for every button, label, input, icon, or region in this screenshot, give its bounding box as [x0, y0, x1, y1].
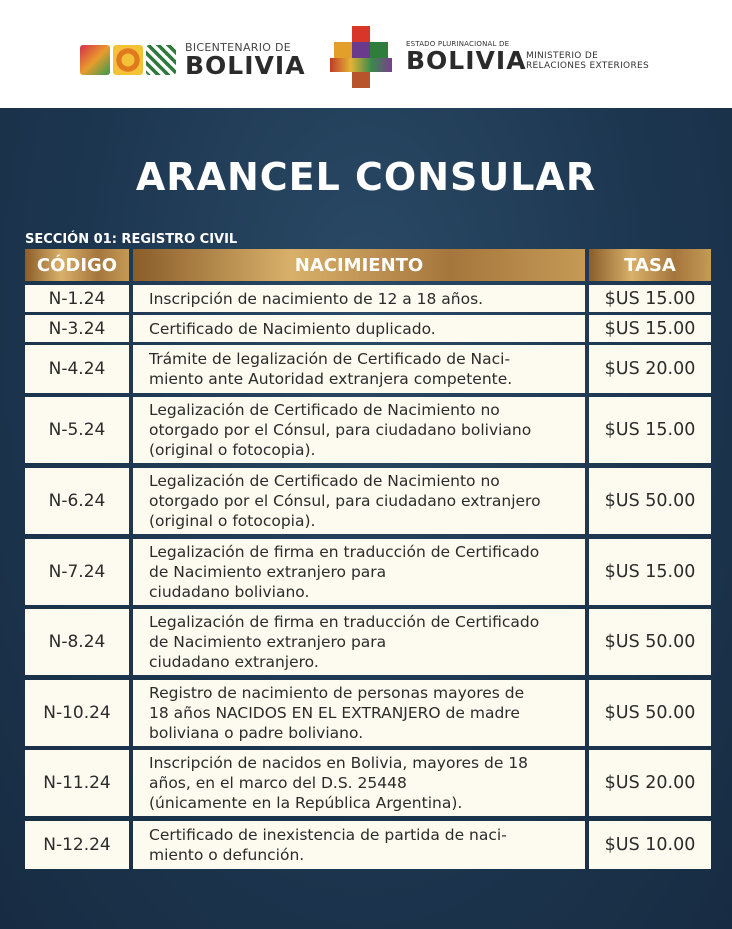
row-code-text: N-5.24	[48, 420, 106, 440]
row-fee-text: $US 15.00	[604, 288, 696, 309]
ministry-line-2: RELACIONES EXTERIORES	[526, 60, 649, 71]
row-fee	[589, 680, 711, 746]
row-fee	[589, 539, 711, 605]
chakana-emblem-icon	[330, 26, 392, 88]
row-description	[133, 468, 585, 534]
row-description-text: Certificado de inexistencia de partida de naci- miento o defunción.	[149, 826, 507, 864]
row-fee-text: $US 15.00	[604, 562, 696, 582]
row-code	[25, 397, 129, 463]
row-code-text: N-11.24	[43, 773, 111, 793]
row-fee-text: $US 20.00	[604, 773, 696, 793]
ministry-line-1: MINISTERIO DE	[526, 51, 599, 61]
row-fee	[589, 468, 711, 534]
row-description	[133, 680, 585, 746]
row-description	[133, 315, 585, 342]
row-fee-text: $US 50.00	[604, 703, 696, 723]
estado-logo	[330, 26, 527, 88]
header-desc: NACIMIENTO	[133, 249, 585, 281]
row-fee	[589, 821, 711, 869]
row-description	[133, 539, 585, 605]
row-fee	[589, 315, 711, 342]
row-fee	[589, 609, 711, 675]
row-code-text: N-8.24	[48, 632, 106, 652]
row-fee-text: $US 15.00	[604, 420, 696, 440]
row-description-text: Inscripción de nacimiento de 12 a 18 años.	[149, 289, 484, 308]
row-fee	[589, 397, 711, 463]
row-code-text: N-12.24	[43, 835, 111, 855]
row-description-text: Legalización de Certificado de Nacimiento no otorgado por el Cónsul, para ciudadano extranjero (original o fotocopia).	[149, 472, 541, 530]
page-header	[0, 0, 732, 108]
row-description	[133, 397, 585, 463]
estado-small-text: ESTADO PLURINACIONAL DE	[406, 40, 510, 48]
row-description-text: Legalización de firma en traducción de Certificado de Nacimiento extranjero para ciudadano boliviano.	[149, 543, 540, 601]
row-description	[133, 285, 585, 312]
row-code-text: N-3.24	[48, 318, 106, 339]
row-description	[133, 821, 585, 869]
row-code	[25, 821, 129, 869]
row-description-text: Legalización de Certificado de Nacimiento no otorgado por el Cónsul, para ciudadano boliviano (original o fotocopia).	[149, 401, 532, 459]
row-code-text: N-7.24	[48, 562, 106, 582]
row-code-text: N-6.24	[48, 491, 106, 511]
row-description-text: Certificado de Nacimiento duplicado.	[149, 319, 436, 338]
row-code	[25, 345, 129, 393]
row-description	[133, 345, 585, 393]
ministry-label	[526, 52, 649, 72]
row-description-text: Registro de nacimiento de personas mayores de 18 años NACIDOS EN EL EXTRANJERO de madre boliviana o padre boliviano.	[149, 684, 525, 742]
row-code-text: N-4.24	[48, 359, 106, 379]
page-title: ARANCEL CONSULAR	[135, 155, 597, 199]
logo-tile-icon	[146, 45, 176, 75]
row-description	[133, 750, 585, 816]
row-description-text: Trámite de legalización de Certificado de Naci- miento ante Autoridad extranjera competente.	[149, 350, 513, 388]
logo-tile-icon	[113, 45, 143, 75]
row-code	[25, 539, 129, 605]
row-code-text: N-1.24	[48, 288, 106, 309]
row-code	[25, 680, 129, 746]
row-fee	[589, 345, 711, 393]
row-description	[133, 609, 585, 675]
row-fee-text: $US 50.00	[604, 632, 696, 652]
bicentenario-small-text: BICENTENARIO DE	[185, 41, 292, 54]
row-code	[25, 468, 129, 534]
row-code	[25, 285, 129, 312]
section-title: SECCIÓN 01: REGISTRO CIVIL	[25, 232, 238, 247]
row-fee-text: $US 15.00	[604, 318, 696, 339]
row-fee	[589, 750, 711, 816]
row-code	[25, 315, 129, 342]
row-description-text: Inscripción de nacidos en Bolivia, mayores de 18 años, en el marco del D.S. 25448 (únicamente en la República Argentina).	[149, 754, 529, 812]
row-code	[25, 750, 129, 816]
header-code: CÓDIGO	[25, 249, 129, 281]
header-fee: TASA	[589, 249, 711, 281]
bicentenario-big-text: BOLIVIA	[185, 51, 306, 80]
row-code-text: N-10.24	[43, 703, 111, 723]
row-fee-text: $US 50.00	[604, 491, 696, 511]
logo-tile-icon	[80, 45, 110, 75]
row-description-text: Legalización de firma en traducción de Certificado de Nacimiento extranjero para ciudadano extranjero.	[149, 613, 540, 671]
row-fee-text: $US 10.00	[604, 835, 696, 855]
row-fee-text: $US 20.00	[604, 359, 696, 379]
bicentenario-logo	[80, 42, 306, 78]
row-code	[25, 609, 129, 675]
estado-big-text: BOLIVIA	[406, 46, 527, 75]
row-fee	[589, 285, 711, 312]
